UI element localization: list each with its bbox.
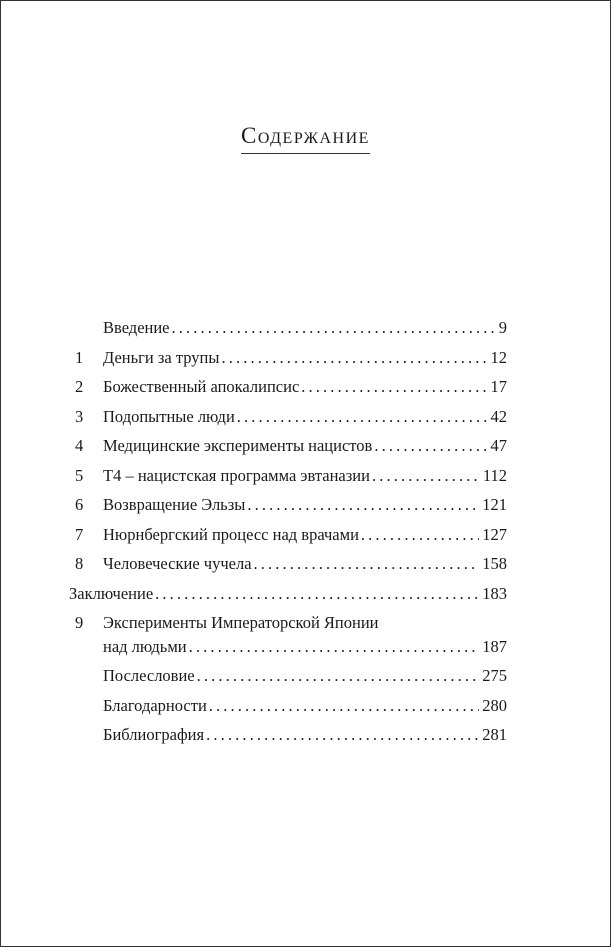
table-of-contents [69,316,507,753]
toc-entry[interactable] [69,611,507,664]
chapter-number: 7 [75,524,84,544]
toc-entry[interactable] [69,723,507,753]
entry-title: Возвращение Эльзы [103,495,246,514]
dot-leader [247,493,479,517]
toc-entry[interactable] [69,405,507,435]
page-number: 183 [482,583,507,603]
page-number: 127 [482,524,507,544]
page-number: 47 [490,436,507,455]
entry-title: Подопытные люди [103,406,235,426]
chapter-number: 4 [75,436,84,455]
page-number: 158 [482,554,507,573]
page-number: 281 [482,725,507,744]
dot-leader [221,346,487,370]
dot-leader [206,723,479,747]
toc-entry[interactable] [69,523,507,553]
page-number: 12 [490,347,507,367]
toc-title: Содержание [241,122,370,154]
toc-entry[interactable] [69,552,507,582]
chapter-number: 5 [75,465,84,485]
dot-leader [254,552,480,576]
toc-entry[interactable] [69,582,507,612]
page-number: 112 [482,465,507,485]
entry-title: Божественный апокалипсис [103,377,300,396]
entry-title: Медицинские эксперименты нацистов [103,436,373,455]
chapter-number: 8 [75,554,84,573]
entry-title: Нюрнбергский процесс над врачами [103,524,359,544]
chapter-number: 1 [75,347,84,367]
chapter-number: 2 [75,377,84,396]
entry-title: Введение [103,318,170,337]
dot-leader [374,434,487,458]
page-number: 9 [498,318,507,337]
toc-entry[interactable] [69,434,507,464]
entry-title: Деньги за трупы [103,347,220,367]
dot-leader [197,664,480,688]
entry-title: Т4 – нацистская программа эвтаназии [103,465,370,485]
entry-title-line1: Эксперименты Императорской Японии [103,613,379,632]
dot-leader [172,316,496,340]
dot-leader [361,523,479,547]
entry-title: Библиография [103,725,205,744]
entry-title: Человеческие чучела [103,554,252,573]
toc-entry[interactable] [69,493,507,523]
toc-entry[interactable] [69,375,507,405]
toc-entry[interactable] [69,464,507,494]
toc-heading [0,122,611,154]
dot-leader [301,375,487,399]
page-number: 42 [490,406,507,426]
chapter-number: 6 [75,495,84,514]
page-number: 187 [482,636,507,656]
entry-title: Заключение [69,583,154,603]
page-number: 121 [482,495,507,514]
dot-leader [237,405,488,429]
page-number: 280 [482,695,507,715]
chapter-number: 9 [75,613,84,632]
toc-entry[interactable] [69,316,507,346]
dot-leader [372,464,480,488]
entry-title: над людьми [103,636,187,656]
entry-title: Послесловие [103,666,195,685]
toc-entry[interactable] [69,346,507,376]
page-number: 275 [482,666,507,685]
toc-entry[interactable] [69,664,507,694]
dot-leader [155,582,479,606]
chapter-number: 3 [75,406,84,426]
dot-leader [189,635,480,659]
dot-leader [209,694,479,718]
toc-entry[interactable] [69,694,507,724]
entry-title: Благодарности [103,695,207,715]
page-number: 17 [490,377,507,396]
